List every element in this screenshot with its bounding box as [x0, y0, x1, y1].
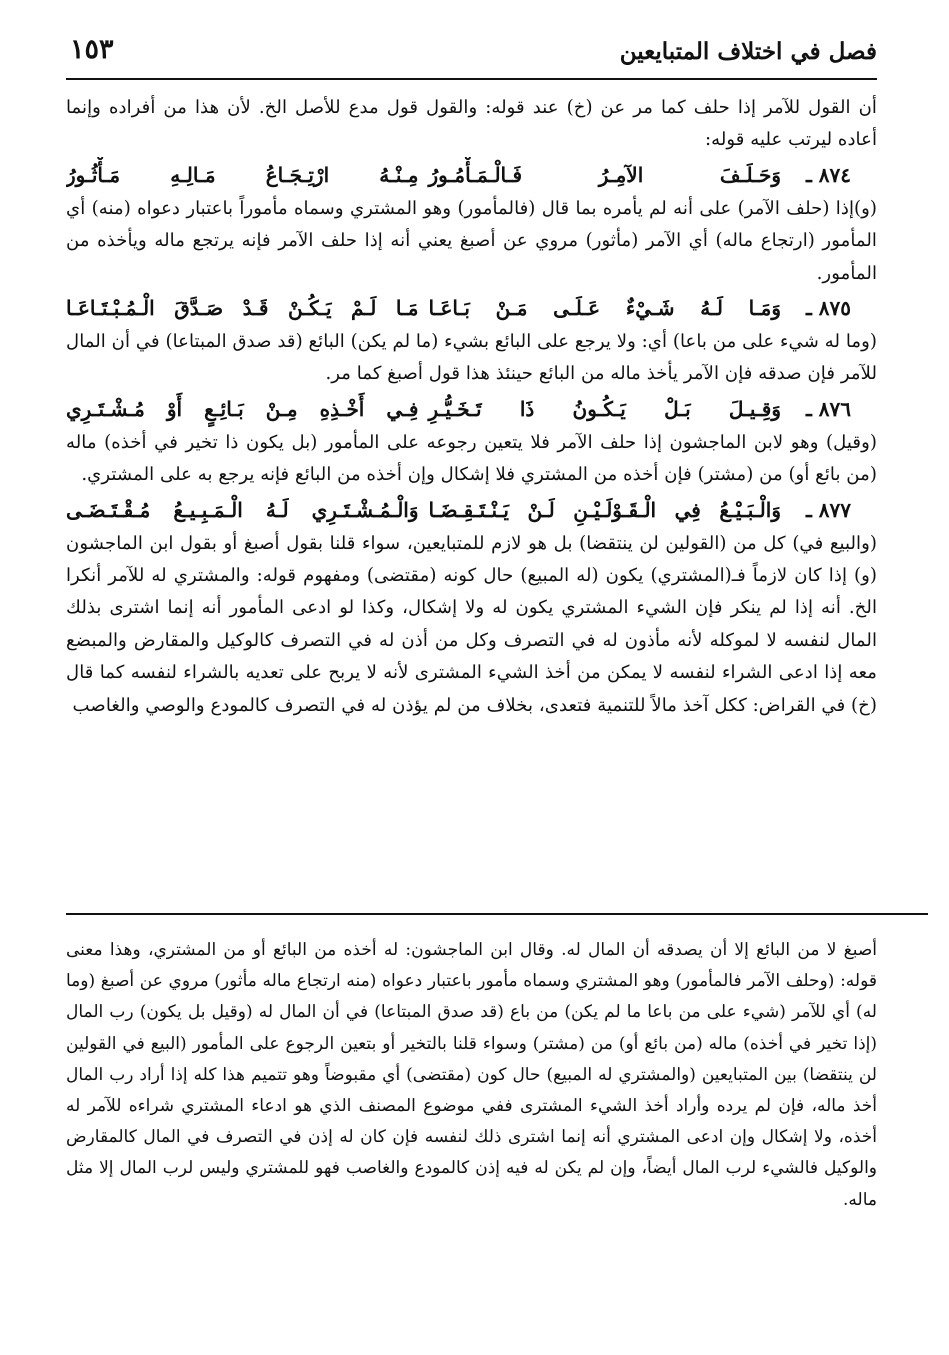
commentary-paragraph: (وقيل) وهو لابن الماجشون إذا حلف الآمر فلا يتعين رجوعه على المأمور (بل يكون ذا تخير في أخذه) ماله (من بائع أو) من (مشتر) فإن أخذه من المشتري فلا إشكال وإن أخذه من البائع فإنه يرجع به على المشتري.: [66, 431, 877, 486]
verse-first-hemistich: وَمَـا لَـهُ شَـيْءٌ عَـلَـى مَـنْ بَـاعَـا: [428, 296, 781, 321]
verse-first-hemistich: وَالْـبَـيْـعُ فِي الْـقَـوْلَـيْـنِ لَـنْ يَـنْـتَـقِـضَـا: [428, 497, 781, 522]
verse-second-hemistich: وَالْـمُـشْـتَـرِي لَـهُ الْـمَـبِـيـعُ مُـقْـتَـضَـى: [66, 497, 419, 522]
verse-number: ٨٧٧ ـ: [805, 497, 851, 522]
verse-first-hemistich: وَقِـيـلَ بَـلْ يَـكُـونُ ذَا تَـخَـيُّـرِ: [428, 396, 781, 421]
commentary-paragraph: (والبيع في) كل من (القولين لن ينتقضا) بل هو لازم للمتبايعين، سواء قلنا بقول أصبغ أو بقول ابن الماجشون (و) إذا كان لازماً فـ(المشتري) يكون (له المبيع) حال كونه (مقتضى) ومفهوم قوله: والمشتري له للآمر أنكرا الخ. أنه إذا لم ينكر فإن الشيء المشتري يكون له ولا إشكال، وكذا لو ادعى المأمور أنه إنما اشترى بذلك المال لنفسه لا لموكله لأنه مأذون له في التصرف وكل من أذن له في التصرف كالوكيل والمقارض والمبضع معه إذا ادعى الشراء لنفسه لا يمكن من أخذ الشيء المشترى لأنه لا يربح على تعديه بالشراء لنفسه كما قال (خ) في القراض: ككل آخذ مالاً للتنمية فتعدى، بخلاف من لم يؤذن له في التصرف كالمودع والوصي والغاصب: [66, 532, 877, 716]
verse-first-hemistich: وَحَـلَـفَ الآمِـرُ فَـالْـمَـأْمُـورُ: [428, 162, 781, 187]
verse-second-hemistich: مَـا لَـمْ يَـكُـنْ قَـدْ صَـدَّقَ الْـمُـبْـتَـاعَـا: [66, 296, 419, 321]
footnote-divider: [66, 913, 928, 915]
verse-874: [66, 157, 877, 193]
verse-877: [66, 492, 877, 528]
commentary-paragraph: (وما له شيء على من باعا) أي: ولا يرجع على البائع بشيء (ما لم يكن) البائع (قد صدق المبتاعا) في أن المال للآمر فإن صدقه فإن الآمر يأخذ ماله من البائع حينئذ هذا قول أصبغ كما مر.: [66, 331, 877, 385]
page-header: [66, 30, 877, 80]
running-title: فصل في اختلاف المتبايعين: [619, 38, 877, 65]
verse-second-hemistich: مِـنْـهُ ارْتِـجَـاعُ مَـالِـهِ مَـأْثُـورُ: [66, 162, 419, 187]
main-text: [66, 92, 877, 722]
commentary-paragraph: (و)إذا (حلف الآمر) على أنه لم يأمره بما قال (فالمأمور) وهو المشتري وسماه مأموراً باعتبار دعواه (منه) أي المأمور (ارتجاع ماله) أي الآمر (مأثور) مروي عن أصبغ يعني أنه إذا حلف الآمر فإنه يرتجع ماله ويأخذه من المأمور.: [66, 197, 877, 284]
verse-number: ٨٧٥ ـ: [805, 296, 851, 321]
footnote-text: أصبغ لا من البائع إلا أن يصدقه أن المال له. وقال ابن الماجشون: له أخذه من البائع أو من المشتري، وهذا معنى قوله: (وحلف الآمر فالمأمور) وهو المشتري وسماه مأمور باعتبار دعواه (منه ارتجاع ماله مأثور) مروي عن أصبغ (وما له) أي للآمر (شيء على من باعا ما لم يكن) من باع (قد صدق المبتاعا) في أن المال له (وقيل بل يكون) رب المال (إذا تخير في أخذه) ماله (من بائع أو) من (مشتر) وسواء قلنا بالتخير أو بتعين الرجوع على المأمور (البيع في القولين لن ينتقضا) بين المتبايعين (والمشتري له المبيع) حال كون (مقتضى) أي مقبوضاً وهو تتميم هذا كله إذا أراد رب المال أخذ ماله، فإن لم يرده وأراد أخذ الشيء المشترى ففي موضوع المصنف الذي هو ادعاء المشتري شراءه للآمر له أخذه، ولا إشكال وإن ادعى المشتري أنه إنما اشترى ذلك لنفسه فإن كان له إذن في التصرف في المال كالمقارض والوكيل فالشيء لرب المال أيضاً، وإن لم يكن له فيه إذن كالمودع والغاصب فهو للمشتري وليس لرب المال إلا مثل ماله.: [66, 940, 877, 1210]
verse-number: ٨٧٤ ـ: [805, 162, 851, 187]
verse-number: ٨٧٦ ـ: [805, 396, 851, 421]
page-number: ١٥٣: [70, 34, 114, 65]
verse-second-hemistich: فِـي أَخْـذِهِ مِـنْ بَـائِـعٍ أَوْ مُـشْـتَـرِي: [66, 396, 419, 421]
verse-875: [66, 290, 877, 326]
verse-876: [66, 391, 877, 427]
commentary-paragraph: أن القول للآمر إذا حلف كما مر عن (خ) عند قوله: والقول قول مدع للأصل الخ. لأن هذا من أفراده وإنما أعاده ليرتب عليه قوله:: [66, 97, 877, 151]
footnote: [66, 935, 877, 1216]
